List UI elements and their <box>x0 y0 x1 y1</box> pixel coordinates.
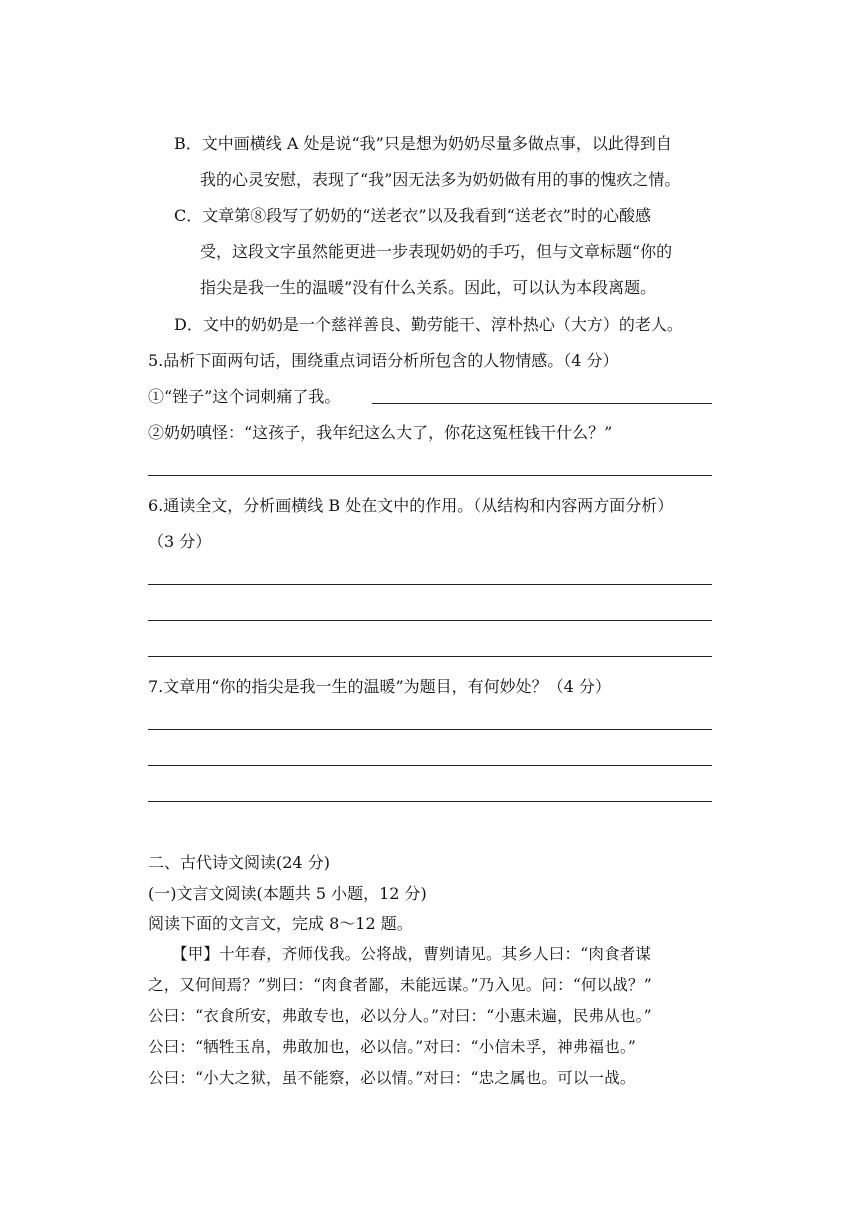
question5-item1: ①“锉子”这个词刺痛了我。 <box>148 387 341 406</box>
passage-line-4: 公曰：“牺牲玉帛，弗敢加也，必以信。”对曰：“小信未孚，神弗福也。” <box>148 1038 636 1056</box>
answer-line-5-2[interactable] <box>148 475 712 476</box>
answer-line-6-1[interactable] <box>148 584 712 585</box>
question7-prompt: 7.文章用“你的指尖是我一生的温暖”为题目，有何妙处？（4 分） <box>148 677 611 696</box>
section2-instruction: 阅读下面的文言文，完成 8～12 题。 <box>148 914 413 933</box>
option-b-line1: B．文中画横线 A 处是说“我”只是想为奶奶尽量多做点事，以此得到自 <box>174 134 672 153</box>
passage-line-2: 之，又何间焉？”刿曰：“肉食者鄙，未能远谋。”乃入见。问：“何以战？” <box>148 976 652 994</box>
passage-line-1: 【甲】十年春，齐师伐我。公将战，曹刿请见。其乡人曰：“肉食者谋 <box>172 945 652 963</box>
question6-prompt-line2: （3 分） <box>148 532 212 551</box>
answer-line-7-1[interactable] <box>148 729 712 730</box>
section2-subheading: (一)文言文阅读(本题共 5 小题，12 分) <box>148 884 427 903</box>
option-c-line1: C．文章第⑧段写了奶奶的“送老衣”以及我看到“送老衣”时的心酸感 <box>174 206 651 225</box>
question5-prompt: 5.品析下面两句话，围绕重点词语分析所包含的人物情感。（4 分） <box>148 351 619 370</box>
answer-line-6-3[interactable] <box>148 656 712 657</box>
option-b-line2: 我的心灵安慰，表现了“我”因无法多为奶奶做有用的事的愧疚之情。 <box>200 170 681 189</box>
section2-heading: 二、古代诗文阅读(24 分) <box>148 853 330 872</box>
answer-line-7-3[interactable] <box>148 801 712 802</box>
passage-line-5: 公曰：“小大之狱，虽不能察，必以情。”对曰：“忠之属也。可以一战。 <box>148 1069 636 1087</box>
passage-line-3: 公曰：“衣食所安，弗敢专也，必以分人。”对曰：“小惠未遍，民弗从也。” <box>148 1007 652 1025</box>
answer-blank-5-1[interactable] <box>372 403 712 404</box>
option-c-line3: 指尖是我一生的温暖”没有什么关系。因此，可以认为本段离题。 <box>200 278 657 297</box>
question5-item2: ②奶奶嗔怪：“这孩子，我年纪这么大了，你花这冤枉钱干什么？” <box>148 423 613 442</box>
option-d-line1: D．文中的奶奶是一个慈祥善良、勤劳能干、淳朴热心（大方）的老人。 <box>174 315 683 334</box>
question6-prompt-line1: 6.通读全文，分析画横线 B 处在文中的作用。（从结构和内容两方面分析） <box>148 496 674 515</box>
option-c-line2: 受，这段文字虽然能更进一步表现奶奶的手巧，但与文章标题“你的 <box>200 242 673 261</box>
answer-line-7-2[interactable] <box>148 765 712 766</box>
answer-line-6-2[interactable] <box>148 620 712 621</box>
